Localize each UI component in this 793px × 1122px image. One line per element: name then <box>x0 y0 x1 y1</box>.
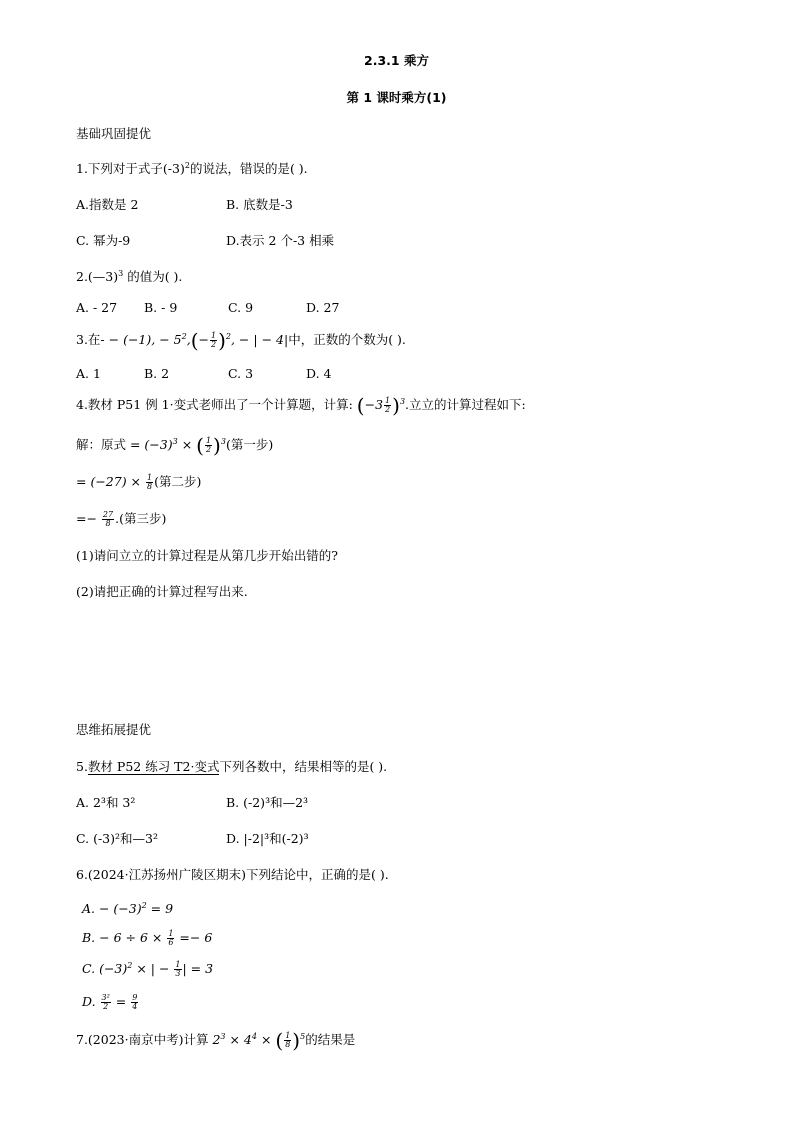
question-4-sub-1: (1)请问立立的计算过程是从第几步开始出错的? <box>76 548 338 563</box>
question-5-option-b: B. (-2)³和—2³ <box>226 795 309 810</box>
fraction: $\frac{9}{4}$ <box>132 993 138 1011</box>
fraction: $\frac{27}{8}$ <box>102 510 114 528</box>
section-extend: 思维拓展提优 <box>76 722 152 737</box>
fraction: $\frac{1}{2}$ <box>205 436 212 454</box>
question-2-option-b: B. - 9 <box>144 300 178 315</box>
fraction: $\frac{\text{3²}}{2}$ <box>101 993 110 1011</box>
question-4-stem: 4.教材 P51 例 1·变式老师出了一个计算题，计算: (−3 $\frac{1}{2}$ )$^3$.立立的计算过程如下: <box>76 393 526 418</box>
section-basic: 基础巩固提优 <box>76 126 152 141</box>
page-subtitle: 第 1 课时乘方(1) <box>346 90 447 105</box>
page-title: 2.3.1 乘方 <box>364 53 429 68</box>
question-2-option-a: A. - 27 <box>76 300 118 315</box>
fraction: $\frac{1}{2}$ <box>210 331 217 349</box>
question-1-option-a: A.指数是 2 <box>76 197 139 212</box>
question-3-option-b: B. 2 <box>144 366 170 381</box>
question-5-stem: 5.教材 P52 练习 T2·变式下列各数中，结果相等的是( ). <box>76 759 388 774</box>
question-2-option-d: D. 27 <box>306 300 340 315</box>
question-6-option-b: B. − 6 ÷ 6 × $\frac{1}{6}$ =− 6 <box>82 929 213 947</box>
question-3-option-d: D. 4 <box>306 366 332 381</box>
question-4-step-3: =− $\frac{27}{8}$ .(第三步) <box>76 510 167 528</box>
question-3-option-a: A. 1 <box>76 366 101 381</box>
question-4-step-1: 解：原式 = $(-3)^3$ × ( $\frac{1}{2}$ )$^3$(第一步) <box>76 433 274 458</box>
question-7-stem: 7.(2023·南京中考)计算 $2^3 \times 4^4$ × ( $\frac{1}{8}$ )$^5$的结果是 <box>76 1028 356 1053</box>
fraction: $\frac{1}{3}$ <box>175 960 181 978</box>
question-3-option-c: C. 3 <box>228 366 254 381</box>
question-1-option-c: C. 幂为-9 <box>76 233 131 248</box>
question-1-option-d: D.表示 2 个-3 相乘 <box>226 233 335 248</box>
question-6-option-a: A. − $(-3)^2 = 9$ <box>82 901 174 916</box>
question-5-option-c: C. (-3)²和—3² <box>76 831 158 846</box>
question-2-stem: 2.(—3)$^3$ 的值为( ). <box>76 269 183 284</box>
question-6-stem: 6.(2024·江苏扬州广陵区期末)下列结论中，正确的是( ). <box>76 867 389 882</box>
question-3-stem: 3.在- − (−1), − $5^2,(-$ $\frac{1}{2}$ )$^2$, − | − 4|中，正数的个数为( ). <box>76 328 406 353</box>
question-1-option-b: B. 底数是-3 <box>226 197 293 212</box>
question-4-step-2: = (−27) × $\frac{1}{8}$ (第二步) <box>76 473 202 491</box>
question-5-option-d: D. |-2|³和(-2)³ <box>226 831 309 846</box>
question-6-option-d: D. $\frac{\text{3²}}{2}$ = $\frac{9}{4}$ <box>82 993 138 1011</box>
question-2-option-c: C. 9 <box>228 300 254 315</box>
fraction: $\frac{1}{8}$ <box>147 473 153 491</box>
question-5-option-a: A. 2³和 3² <box>76 795 136 810</box>
fraction: $\frac{1}{6}$ <box>168 929 174 947</box>
question-4-sub-2: (2)请把正确的计算过程写出来. <box>76 584 248 599</box>
fraction: $\frac{1}{8}$ <box>285 1031 291 1049</box>
question-1-stem: 1.下列对于式子$(-3)^2$的说法，错误的是( ). <box>76 161 308 176</box>
question-6-option-c: C. $(-3)^2$ × | − $\frac{1}{3}$ | = 3 <box>82 960 214 978</box>
fraction: $\frac{1}{2}$ <box>385 396 391 414</box>
